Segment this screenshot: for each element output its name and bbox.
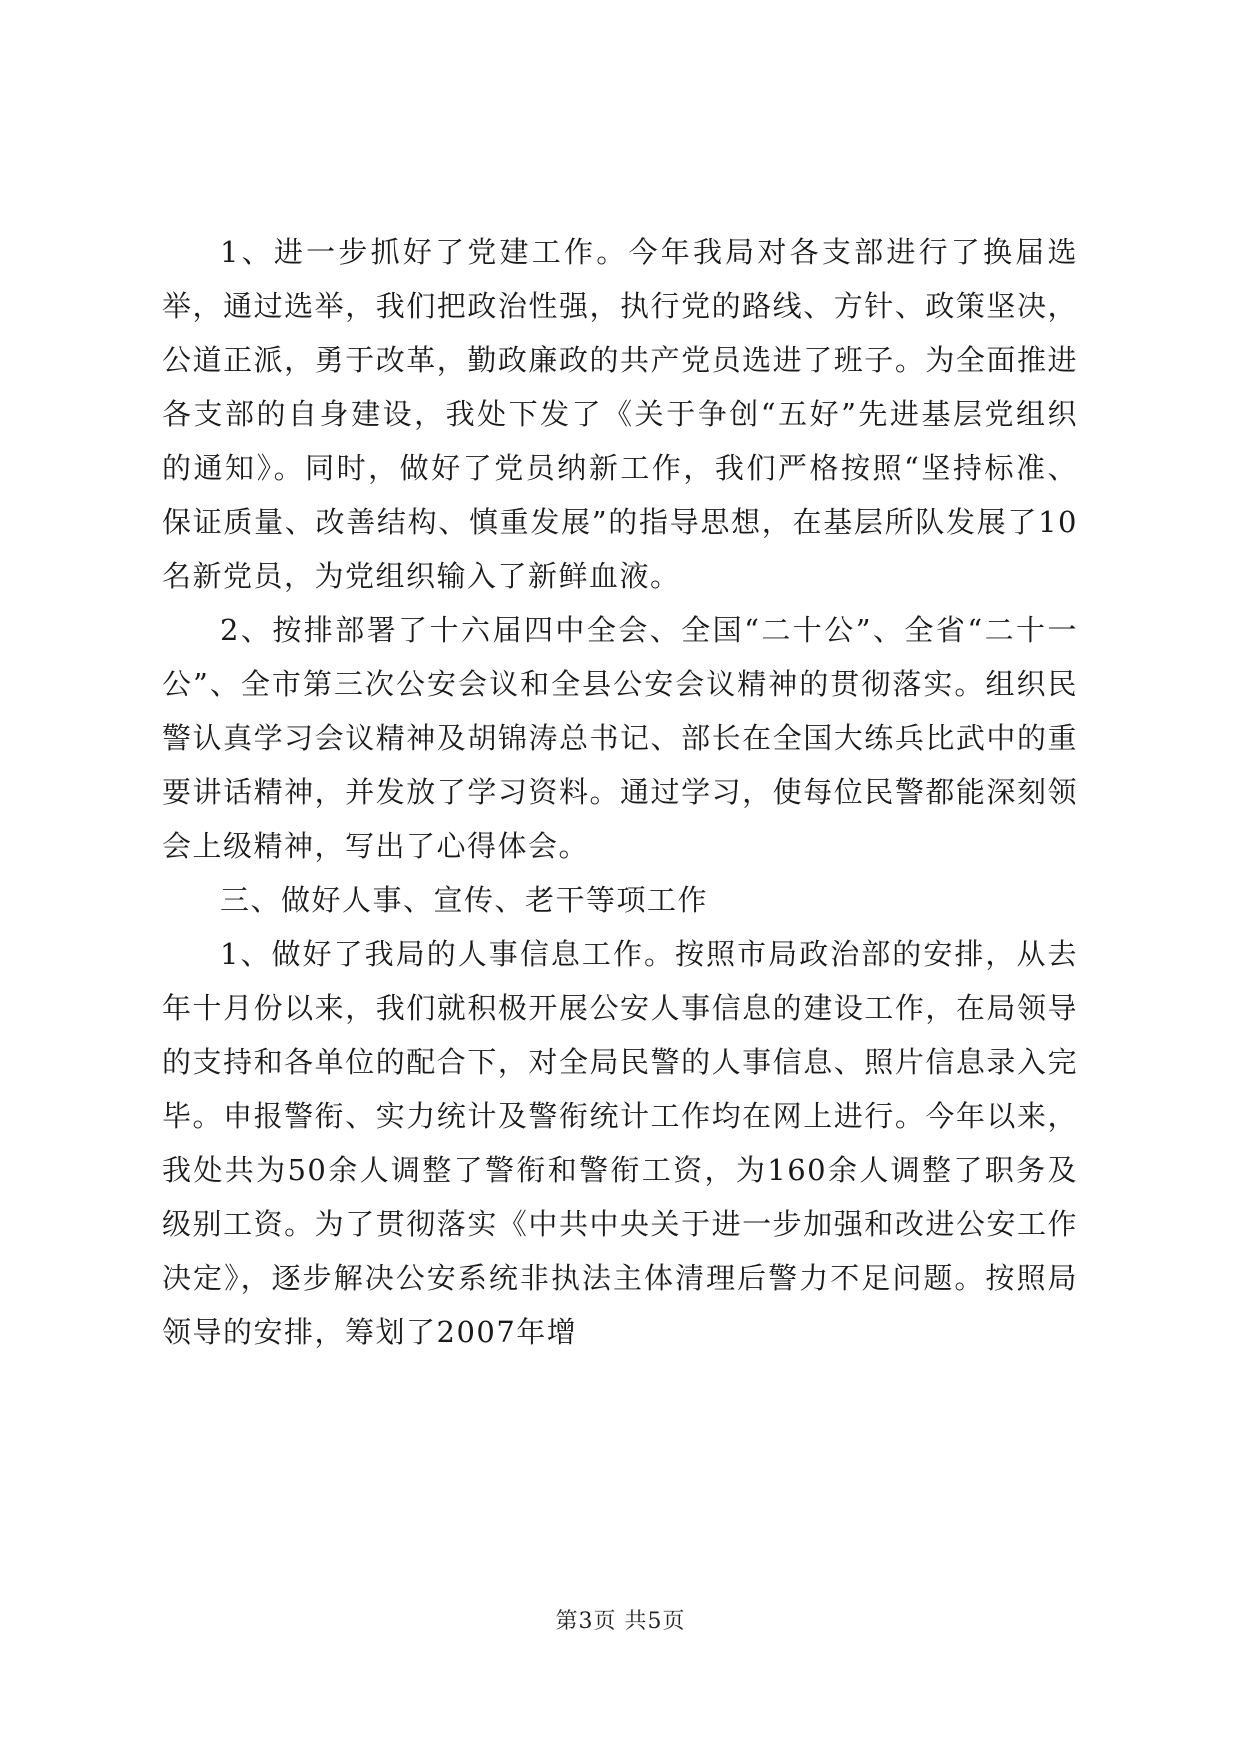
document-body bbox=[162, 225, 1078, 1359]
page-number-footer: 第3页 共5页 bbox=[555, 1609, 686, 1634]
paragraph-personnel-info: 1、做好了我局的人事信息工作。按照市局政治部的安排，从去年十月份以来，我们就积极开展公安人事信息的建设工作，在局领导的支持和各单位的配合下，对全局民警的人事信息、照片信息录入完毕。申报警衔、实力统计及警衔统计工作均在网上进行。今年以来，我处共为50余人调整了警衔和警衔工资，为160余人调整了职务及级别工资。为了贯彻落实《中共中央关于进一步加强和改进公安工作决定》，逐步解决公安系统非执法主体清理后警力不足问题。按照局领导的安排，筹划了2007年增 bbox=[162, 937, 1078, 1349]
paragraph-meeting-spirit: 2、按排部署了十六届四中全会、全国“二十公”、全省“二十一公”、全市第三次公安会议和全县公安会议精神的贯彻落实。组织民警认真学习会议精神及胡锦涛总书记、部长在全国大练兵比武中的重要讲话精神，并发放了学习资料。通过学习，使每位民警都能深刻领会上级精神，写出了心得体会。 bbox=[162, 613, 1078, 863]
paragraph-party-building: 1、进一步抓好了党建工作。今年我局对各支部进行了换届选举，通过选举，我们把政治性强，执行党的路线、方针、政策坚决，公道正派，勇于改革，勤政廉政的共产党员选进了班子。为全面推进各支部的自身建设，我处下发了《关于争创“五好”先进基层党组织的通知》。同时，做好了党员纳新工作，我们严格按照“坚持标准、保证质量、改善结构、慎重发展”的指导思想，在基层所队发展了10名新党员，为党组织输入了新鲜血液。 bbox=[162, 235, 1078, 593]
section-heading-personnel: 三、做好人事、宣传、老干等项工作 bbox=[220, 883, 709, 917]
